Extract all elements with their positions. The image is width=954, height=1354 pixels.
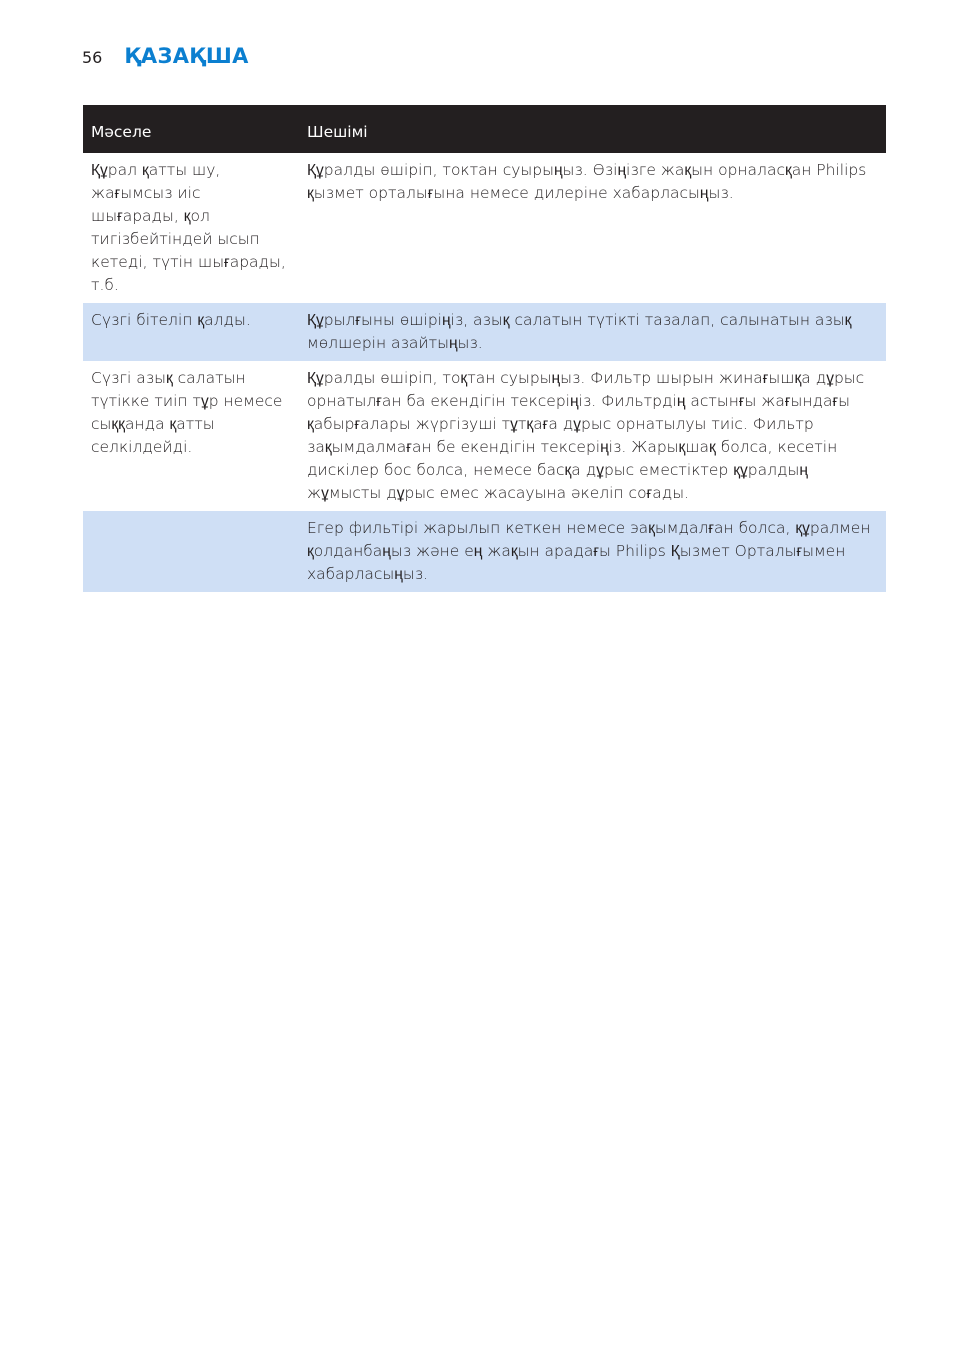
table-row [83, 303, 886, 361]
problem-cell: Сүзгі бітеліп қалды. [83, 303, 299, 361]
solution-cell: Егер фильтірі жарылып кеткен немесе эақымдалған болса, құралмен қолданбаңыз және ең жақын арадағы Philips Қызмет Орталығымен хабарласыңыз. [299, 511, 886, 592]
table-row [83, 511, 886, 592]
solution-cell: Құралды өшіріп, токтан суырыңыз. Өзіңізге жақын орналасқан Philips қызмет орталығына немесе дилеріне хабарласыңыз. [307, 161, 867, 202]
problem-cell: Құрал қатты шу, жағымсыз иіс шығарады, қол тигізбейтіндей ысып кетеді, түтін шығарады, т.б. [91, 161, 286, 294]
section-title: ҚАЗАҚША [124, 44, 249, 68]
problem-cell: Сүзгі азық салатын түтікке тиіп тұр немесе сыққанда қатты селкілдейді. [91, 369, 283, 456]
troubleshooting-table [83, 105, 886, 592]
table-row [83, 361, 886, 511]
column-header-problem: Мәселе [83, 105, 299, 153]
page-header [82, 44, 249, 78]
column-header-solution: Шешімі [299, 105, 886, 153]
table-header-row [83, 105, 886, 153]
solution-cell: Құрылғыны өшіріңіз, азық салатын түтікті тазалап, салынатын азық мөлшерін азайтыңыз. [299, 303, 886, 361]
problem-cell [83, 511, 299, 592]
table-row [83, 153, 886, 303]
page-number: 56 [82, 48, 103, 67]
solution-cell: Құралды өшіріп, тоқтан суырыңыз. Фильтр шырын жинағышқа дұрыс орнатылған ба екендігін тексеріңіз. Фильтрдің астынғы жағындағы қабырғалары жүргізуші тұтқаға дұрыс орнатылуы тиіс. Фильтр зақымдалмаған бе екендігін тексеріңіз. Жарықшақ болса, кесетін дискілер бос болса, немесе басқа дұрыс еместіктер құралдың жұмысты дұрыс емес жасауына әкеліп соғады. [307, 369, 865, 502]
